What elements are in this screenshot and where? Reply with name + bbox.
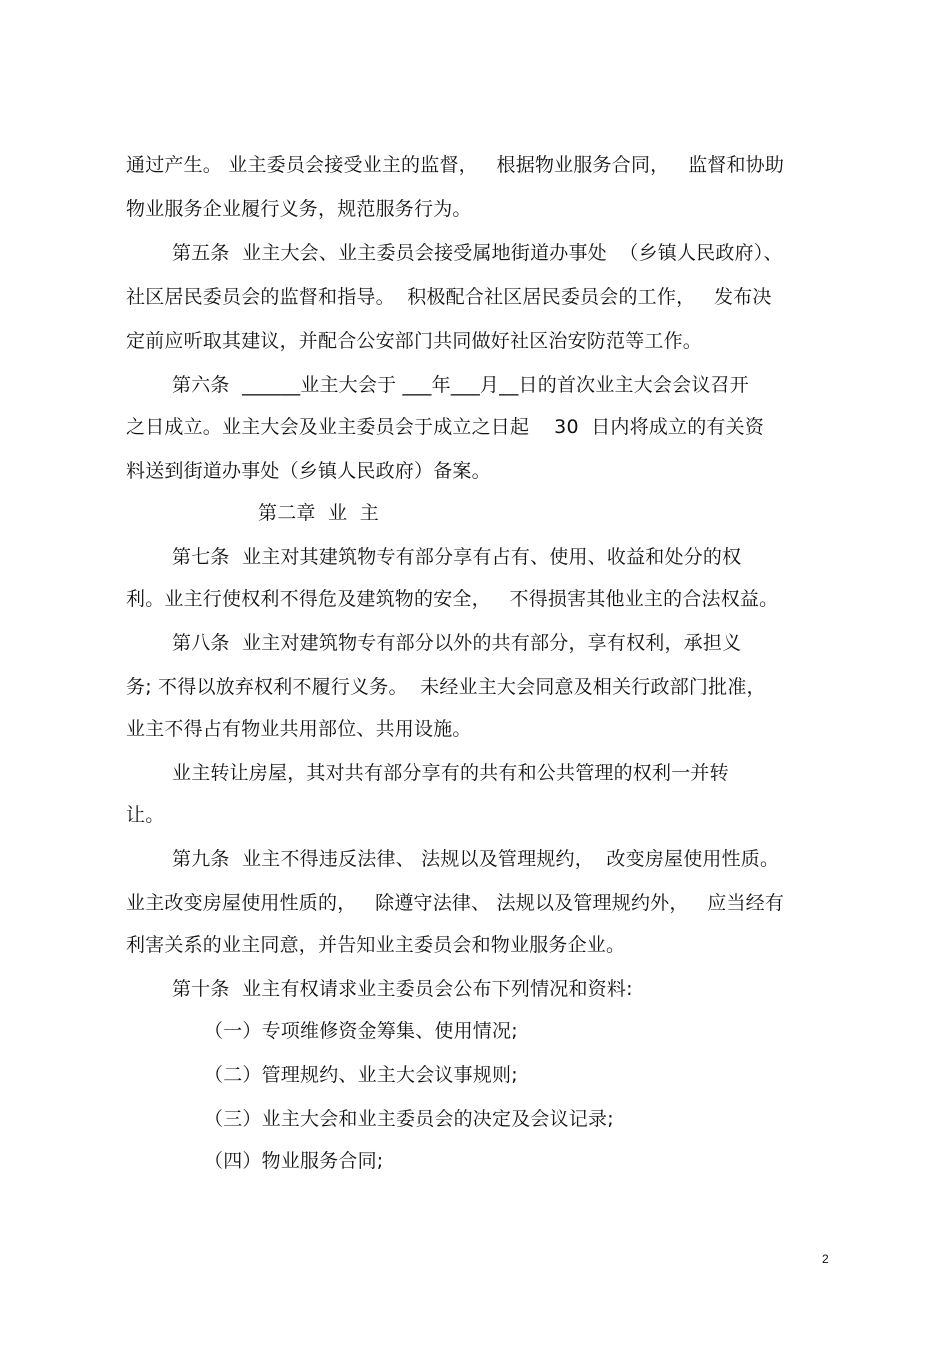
page-number: 2 (822, 1252, 829, 1266)
text-line: 物业服务企业履行义务，规范服务行为。 (126, 198, 472, 220)
list-item: （四）物业服务合同; (204, 1150, 384, 1172)
list-item: （三）业主大会和业主委员会的决定及会议记录; (204, 1108, 614, 1130)
text-line: 务; 不得以放弃权利不履行义务。 未经业主大会同意及相关行政部门批准， (126, 676, 766, 698)
text-line: 业主转让房屋，其对共有部分享有的共有和公共管理的权利一并转 (172, 762, 729, 784)
text-line: 社区居民委员会的监督和指导。 积极配合社区居民委员会的工作， 发布决 (126, 286, 772, 308)
text-line: 让。 (126, 804, 165, 826)
text-line: 利害关系的业主同意，并告知业主委员会和物业服务企业。 (126, 934, 626, 956)
text-line: 通过产生。 业主委员会接受业主的监督， 根据物业服务合同， 监督和协助 (126, 154, 785, 176)
article-7-heading: 第七条 业主对其建筑物专有部分享有占有、使用、收益和处分的权 (172, 546, 742, 568)
article-9-heading: 第九条 业主不得违反法律、 法规以及管理规约， 改变房屋使用性质。 (172, 848, 780, 870)
article-8-heading: 第八条 业主对建筑物专有部分以外的共有部分，享有权利，承担义 (172, 632, 742, 654)
text-line: 料送到街道办事处（乡镇人民政府）备案。 (126, 460, 491, 482)
text-line: 之日成立。业主大会及业主委员会于成立之日起 30 日内将成立的有关资 (126, 416, 765, 438)
list-item: （一）专项维修资金筹集、使用情况; (204, 1020, 518, 1042)
text-line: 业主改变房屋使用性质的， 除遵守法律、 法规以及管理规约外， 应当经有 (126, 892, 785, 914)
chapter-heading: 第二章 业 主 (258, 502, 379, 524)
text-line: 利。业主行使权利不得危及建筑物的安全， 不得损害其他业主的合法权益。 (126, 588, 779, 610)
text-line: 定前应听取其建议，并配合公安部门共同做好社区治安防范等工作。 (126, 330, 703, 352)
text-line: 业主不得占有物业共用部位、共用设施。 (126, 718, 472, 740)
article-10-heading: 第十条 业主有权请求业主委员会公布下列情况和资料: (172, 978, 633, 1000)
article-6-heading: 第六条 ______业主大会于 ___年___月__日的首次业主大会会议召开 (172, 374, 749, 396)
article-5-heading: 第五条 业主大会、业主委员会接受属地街道办事处 （乡镇人民政府）、 (172, 242, 783, 264)
list-item: （二）管理规约、业主大会议事规则; (204, 1064, 518, 1086)
